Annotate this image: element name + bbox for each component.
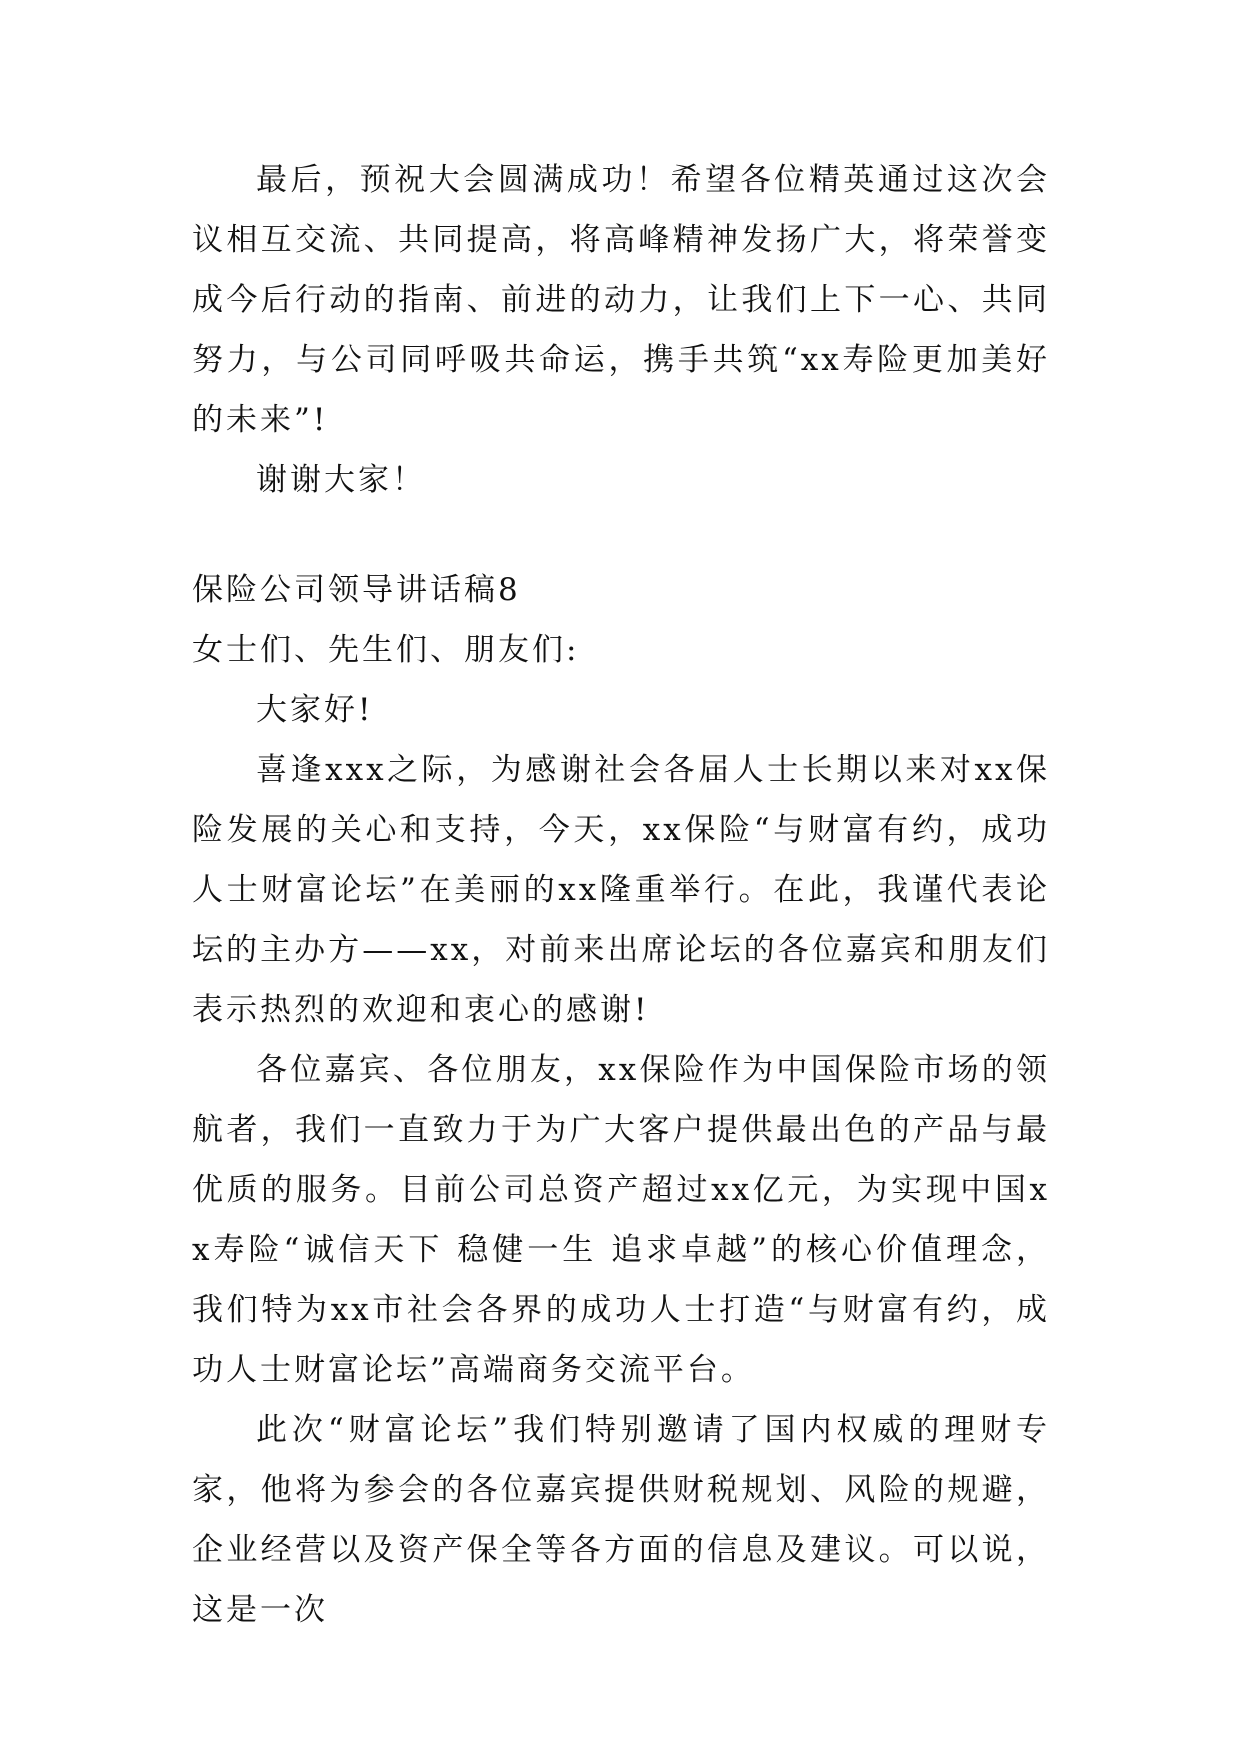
body-paragraph: 喜逢xxx之际，为感谢社会各届人士长期以来对xx保险发展的关心和支持，今天，xx保险“与财富有约，成功人士财富论坛”在美丽的xx隆重举行。在此，我谨代表论坛的主办方——xx，对前来出席论坛的各位嘉宾和朋友们表示热烈的欢迎和衷心的感谢! xyxy=(192,752,1050,1028)
greeting: 大家好! xyxy=(256,692,374,728)
body-paragraph: 此次“财富论坛”我们特别邀请了国内权威的理财专家，他将为参会的各位嘉宾提供财税规划、风险的规避，企业经营以及资产保全等各方面的信息及建议。可以说，这是一次 xyxy=(192,1412,1050,1628)
closing-paragraph: 最后，预祝大会圆满成功！希望各位精英通过这次会议相互交流、共同提高，将高峰精神发扬广大，将荣誉变成今后行动的指南、前进的动力，让我们上下一心、共同努力，与公司同呼吸共命运，携手共筑“xx寿险更加美好的未来”! xyxy=(192,162,1050,438)
salutation: 女士们、先生们、朋友们: xyxy=(192,632,580,668)
previous-speech-ending xyxy=(192,150,1050,510)
speech-title: 保险公司领导讲话稿8 xyxy=(192,572,521,608)
speech-8 xyxy=(192,560,1050,1640)
body-paragraph: 各位嘉宾、各位朋友，xx保险作为中国保险市场的领航者，我们一直致力于为广大客户提供最出色的产品与最优质的服务。目前公司总资产超过xx亿元，为实现中国xx寿险“诚信天下 稳健一生 追求卓越”的核心价值理念，我们特为xx市社会各界的成功人士打造“与财富有约，成功人士财富论坛”高端商务交流平台。 xyxy=(192,1052,1050,1388)
thanks-line: 谢谢大家！ xyxy=(256,462,426,498)
